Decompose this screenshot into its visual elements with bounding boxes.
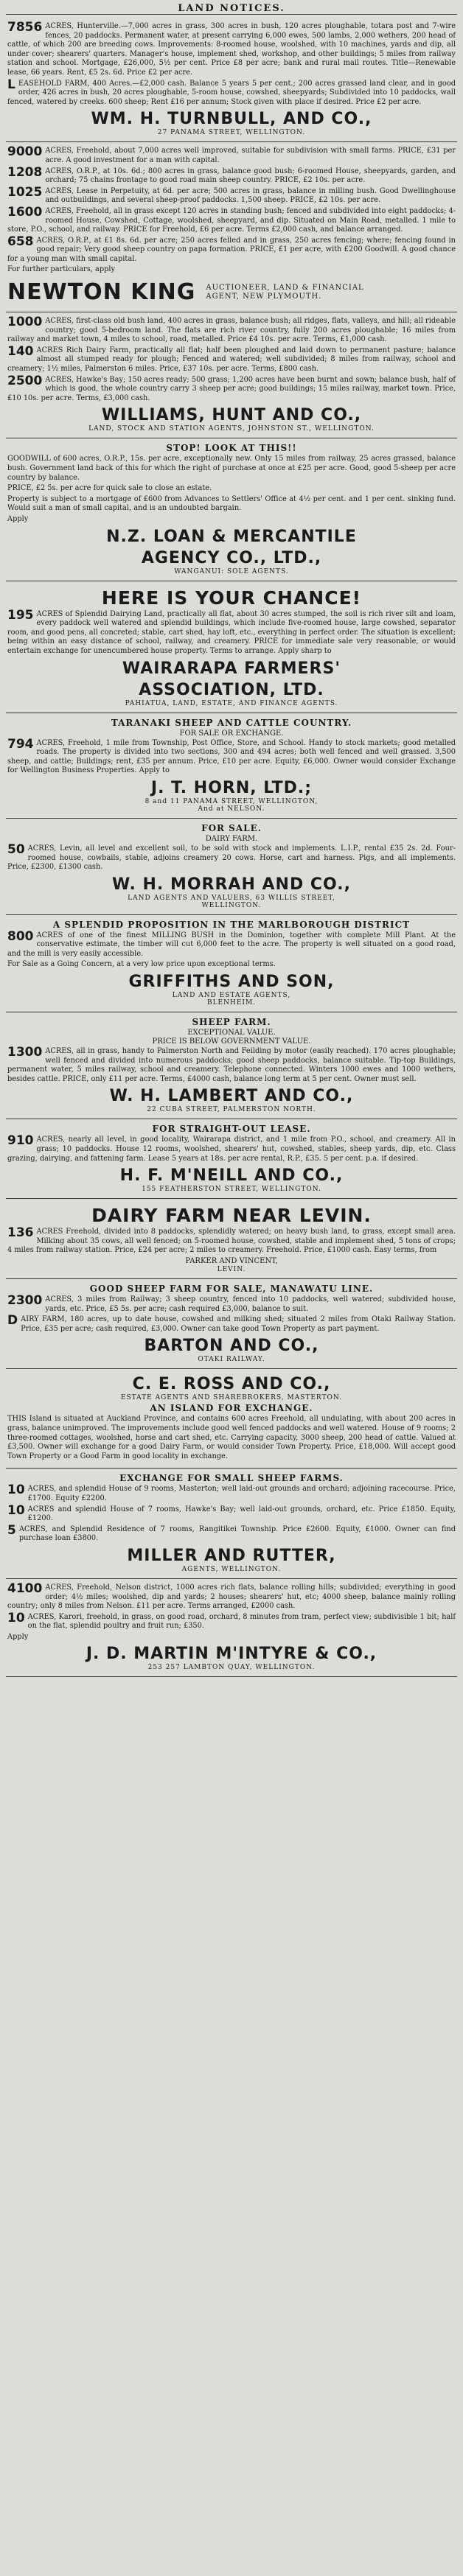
- listing: [7, 234, 456, 265]
- listing-figure: 7856: [7, 20, 43, 35]
- agent-name: MILLER AND RUTTER,: [127, 1546, 336, 1565]
- advertisement: [6, 819, 457, 915]
- listing: [7, 1135, 456, 1163]
- listing: [7, 928, 456, 959]
- agent-address-line-2: BLENHEIM.: [206, 999, 257, 1007]
- ad-title: AN ISLAND FOR EXCHANGE.: [150, 1403, 313, 1414]
- listing-text: ACRES of one of the finest MILLING BUSH in the Dominion, together with complete Mill Plant. At the conservative estimate, the timber will cut 6,000 feet to the acre. The property is well situated on a good road, and the mill is very easily accessible.: [7, 931, 456, 958]
- listing-figure: 50: [7, 841, 25, 857]
- ad-banner: HERE IS YOUR CHANCE!: [101, 587, 362, 609]
- agent-name: W. H. MORRAH AND CO.,: [112, 875, 351, 894]
- advertisement: [6, 1199, 457, 1279]
- listing: [7, 204, 456, 235]
- advertisement: [6, 18, 457, 142]
- listing-text: ACRES, 3 miles from Railway; 3 sheep country, fenced into 10 paddocks, well watered; subdivided house, yards, etc. Price, £5 5s. per acre; cash required £3,000, balance to suit.: [45, 1295, 456, 1313]
- ad-title: FOR STRAIGHT-OUT LEASE.: [152, 1124, 311, 1135]
- listing-figure: 1600: [7, 204, 43, 220]
- agent-name: NEWTON KING: [7, 279, 196, 306]
- advertisement: [6, 581, 457, 713]
- listing-text: ACRES, Karori, freehold, in grass, on good road, orchard, 8 minutes from tram, perfect view; subdivisible 1 bit; half on the flat, splendid poultry and fruit run; £350.: [27, 1612, 456, 1631]
- ad-paragraph: Property is subject to a mortgage of £600 from Advances to Settlers' Office at 4½ per cent. and 1 per cent. sinking fund. Would suit a man of small capital, and is an undoubted bargain.: [7, 494, 456, 513]
- agent-name: W. H. LAMBERT AND CO.,: [109, 1087, 354, 1106]
- listing-text: AIRY FARM, 180 acres, up to date house, cowshed and milking shed; situated 2 miles from Otaki Railway Station. Price, £35 per acre; cash required, £3,000. Owner can take good Town Property as part payment.: [21, 1315, 456, 1333]
- listing-figure: 10: [7, 1502, 25, 1518]
- agent-address: 8 and 11 PANAMA STREET, WELLINGTON,: [145, 797, 318, 805]
- agent-name-line-2: ASSOCIATION, LTD.: [139, 680, 324, 699]
- ad-paragraph: For Sale as a Going Concern, at a very low price upon exceptional terms.: [7, 960, 276, 969]
- ad-title: A SPLENDID PROPOSITION IN THE MARLBOROUGH DISTRICT: [52, 919, 411, 930]
- advertisement: [6, 312, 457, 438]
- agent-tagline-line: AGENT, NEW PLYMOUTH.: [206, 292, 322, 301]
- listing-text: ACRES, and splendid House of 9 rooms, Masterton; well laid-out grounds and orchard; adjoining racecourse. Price, £1700. Equity £2200.: [27, 1485, 456, 1502]
- listing-text: ACRES of Splendid Dairying Land, practically all flat, about 30 acres stumped, the soil is rich river silt and loam, every paddock well watered and splendid buildings, which include five-roomed house, large cowshed, separator room, and good pens, all concreted; stable, cart shed, hay loft, etc., everything in perfect order. The situation is excellent; being within an easy distance of school, railway, and creamery. PRICE for immediate sale very reasonable, or would entertain exchange for unencumbered house property. Terms to arrange. Apply sharp to: [7, 609, 456, 655]
- listing: [7, 607, 456, 657]
- listing-text: ACRES Rich Dairy Farm, practically all flat; half been ploughed and laid down to permanent pasture; balance almost all stumped ready for plough; Fenced and watered; well subdivided; 8 miles from railway, school and creamery; 1½ miles, Palmerston 6 miles. Price, £37 10s. per acre. Terms, £800 cash.: [7, 346, 456, 374]
- agent-address: ESTATE AGENTS AND SHAREBROKERS, MASTERTON.: [120, 1394, 343, 1402]
- listing-figure: 10: [7, 1483, 25, 1498]
- advertisement: [6, 1369, 457, 1469]
- listing-figure: 4100: [7, 1581, 43, 1596]
- agent-name: WAIRARAPA FARMERS': [122, 659, 341, 678]
- listing-figure: D: [7, 1313, 18, 1329]
- ad-title: FOR SALE.: [201, 822, 262, 833]
- listing: [7, 1583, 456, 1611]
- ad-title: SHEEP FARM.: [192, 1017, 271, 1028]
- listing-text: ACRES, Hawke's Bay; 150 acres ready; 500 grass; 1,200 acres have been burnt and sown; balance bush, half of which is good, the whole country carry 3 sheep per acre; good buildings; 15 miles railway, market town. Price, £10 10s. per acre. Terms, £3,000 cash.: [7, 375, 456, 402]
- listing-figure: 2500: [7, 373, 43, 388]
- listing-figure: 195: [7, 607, 34, 623]
- advertisement: [6, 1119, 457, 1199]
- listing: [7, 373, 456, 404]
- ad-paragraph: PRICE, £2 5s. per acre for quick sale to close an estate.: [7, 484, 212, 493]
- advertisement: [6, 1012, 457, 1119]
- listing-text: EASEHOLD FARM, 400 Acres.—£2,000 cash. Balance 5 years 5 per cent.; 200 acres grassed land clear, and in good order, 426 acres in bush, 20 acres ploughable, 5-room house, cowshed, sheepyards; Subdivided into 10 paddocks, wall fenced, watered by creeks. 600 sheep; Rent £16 per annum; Stock given with place if desired. Price £2 per acre.: [7, 79, 456, 106]
- listing: [7, 841, 456, 872]
- listing-text: ACRES, Lease in Perpetuity, at 6d. per acre; 500 acres in grass, balance in milling bush. Good Dwellinghouse and outbuildings, and several sheep-proof paddocks. 1,500 sheep. PRICE, £2 10s. per acre.: [45, 186, 456, 205]
- listing-text: ACRES, Hunterville.—7,000 acres in grass, 300 acres in bush, 120 acres ploughable, totara post and 7-wire fences, 20 paddocks. Permanent water, at present carrying 6,000 ewes, 500 lambs, 2,000 wethers, 200 head of cattle, of which 200 are breeding cows. Improvements: 8-roomed house, woolshed, with 10 machines, yards and dip, all under cover; shearers' quarters. Manager's house, implement shed, workshop, and other buildings; 5 miles from railway station and school. Mortgage, £26,000, 5½ per cent. Price £8 per acre; bank and rural mail routes. Title—Renewable lease, 66 years. Rent, £5 2s. 6d. Price £2 per acre.: [7, 22, 456, 77]
- listing-text: ACRES, Freehold, Nelson district, 1000 acres rich flats, balance rolling hills; subdivided; everything in good order; 4½ miles; woolshed, dip and yards; 2 houses; shearers' hut, etc; 4000 sheep, balance mainly rolling country; only 8 miles from Nelson. £11 per acre. Terms arranged, £2000 cash.: [7, 1583, 456, 1611]
- listing: [7, 164, 456, 186]
- listing-text: ACRES, first-class old bush land, 400 acres in grass, balance bush; all ridges, flats, valleys, and hill; all rideable country; good 5-bedroom land. The flats are rich river country, fully 200 acres ploughable; 16 miles from railway and market town, 4 miles to school, road, metalled. Price £4 10s. per acre. Terms, £1,000 cash.: [7, 317, 456, 344]
- agent-name: J. D. MARTIN M'INTYRE & CO.,: [86, 1645, 377, 1664]
- listing-figure: 5: [7, 1522, 16, 1538]
- listing: [7, 1295, 456, 1314]
- listing-text: ACRES, O.R.P., at £1 8s. 6d. per acre; 250 acres felled and in grass, 250 acres fencing; where; fencing found in good repair; Very good sheep country on papa formation. PRICE, £1 per acre, with £200 Goodwill. A good chance for a young man with small capital.: [7, 236, 456, 263]
- listing-text: ACRES Freehold, divided into 8 paddocks, splendidly watered; on heavy bush land, to grass, except small area. Milking about 35 cows, all well fenced; on 5-roomed house, cowshed, stable and implement shed, 5 tons of crops; 4 miles from railway station. Price, £24 per acre; 2 miles to creamery. Freehold. Price, £1000 cash. Easy terms, from: [7, 1228, 456, 1255]
- listing-figure: 1300: [7, 1045, 43, 1060]
- listing-text: ACRES, and Splendid Residence of 7 rooms, Rangitikei Township. Price £2600. Equity, £1000. Owner can find purchase loan £3800.: [18, 1525, 456, 1543]
- listing-figure: 1000: [7, 315, 43, 330]
- listing: [7, 22, 456, 78]
- apply-note: Apply: [7, 1632, 29, 1641]
- listing-figure: L: [7, 77, 15, 92]
- listing: [7, 1225, 456, 1256]
- agent-address: 27 PANAMA STREET, WELLINGTON.: [157, 129, 306, 137]
- agent-name: BARTON AND CO.,: [144, 1337, 319, 1356]
- listing-figure: 800: [7, 928, 34, 944]
- apply-note: Apply: [7, 514, 29, 523]
- listing-text: ACRES, Levin, all level and excellent soil, to be sold with stock and implements. L.I.P., rental £35 2s. 2d. Four-roomed house, cowbails, stable, adjoins creamery 20 cows. Horse, cart and harness. Pigs, and all implements. Price, £2300, £1300 cash.: [7, 844, 456, 872]
- listing: [7, 1522, 456, 1544]
- advertisement: [6, 713, 457, 819]
- agent-name: WILLIAMS, HUNT AND CO.,: [101, 406, 362, 425]
- agent-address: WANGANUI: SOLE AGENTS.: [174, 567, 289, 575]
- listing: [7, 1610, 456, 1631]
- listing-figure: 136: [7, 1225, 34, 1241]
- listing: [7, 1502, 456, 1524]
- listing-figure: 2300: [7, 1293, 43, 1308]
- agent-address: LAND, STOCK AND STATION AGENTS, JOHNSTON ST., WELLINGTON.: [88, 425, 375, 433]
- advertisement: [6, 142, 457, 312]
- agent-tagline: [206, 284, 363, 301]
- ad-paragraph: GOODWILL of 600 acres, O.R.P., 15s. per acre, exceptionally new. Only 15 miles from railway, 25 acres grassed, balance bush. Government land back of this for which the right of purchase at once at £25 per acre. Good, good 5-sheep per acre country by balance.: [7, 455, 456, 482]
- ad-subtitle: DAIRY FARM.: [205, 834, 258, 843]
- apply-note: For further particulars, apply: [7, 265, 116, 274]
- listing: [7, 343, 456, 374]
- listing: [7, 77, 456, 108]
- agent-name: C. E. ROSS AND CO.,: [132, 1375, 331, 1394]
- advertisement: [6, 1279, 457, 1369]
- agent-address: AGENTS, WELLINGTON.: [181, 1565, 282, 1573]
- listing-text: ACRES, Freehold, 1 mile from Township, Post Office, Store, and School. Handy to stock markets; good metalled roads. The property is divided into two sections, 300 and 494 acres; both well fenced and well grassed. 3,500 sheep, and cattle; Buildings; rent, £35 per annum. Price, £10 per acre. Equity, £6,000. Owner would consider Exchange for Wellington Business Properties. Apply to: [7, 738, 456, 775]
- listing-text: ACRES and splendid House of 7 rooms, Hawke's Bay; well laid-out grounds, orchard, etc. Price £1850. Equity, £1200.: [27, 1505, 456, 1523]
- listing-text: ACRES, all in grass, handy to Palmerston North and Feilding by motor (easily reached). 170 acres ploughable; well fenced and divided into numerous paddocks; good sheep paddocks, balance suitable. Tip-top Buildings, permanent water, 5 miles railway, school and creamery. Telephone connected. Winters 1000 ewes and 1000 wethers, besides cattle. PRICE, only £11 per acre. Terms, £4000 cash, balance long term at 5 per cent. Owner must sell.: [7, 1047, 456, 1083]
- agent-address: PAHIATUA, LAND, ESTATE, AND FINANCE AGENTS.: [125, 699, 338, 707]
- agent-address-line-2: And at NELSON.: [198, 805, 265, 813]
- listing-figure: 794: [7, 736, 34, 752]
- agent-name: WM. H. TURNBULL, AND CO.,: [91, 110, 372, 129]
- agent-name: PARKER AND VINCENT,: [185, 1257, 278, 1265]
- listing: [7, 144, 456, 165]
- listing-figure: 140: [7, 343, 34, 359]
- agent-address: LAND AND ESTATE AGENTS,: [172, 992, 291, 1000]
- agent-address-line-2: WELLINGTON.: [201, 901, 262, 909]
- agent-address: 22 CUBA STREET, PALMERSTON NORTH.: [147, 1106, 316, 1114]
- listing-figure: 658: [7, 234, 34, 249]
- listing-figure: 1208: [7, 164, 43, 180]
- agent-address: 253 257 LAMBTON QUAY, WELLINGTON.: [147, 1664, 316, 1672]
- listing-text: ACRES, Freehold, all in grass except 120 acres in standing bush; fenced and subdivided into eight paddocks; 4-roomed House, Cowshed, Cottage, woolshed, sheepyard, and dip. Situated on Main Road, metalled. 1 mile to store, P.O., school, and railway. PRICE for Freehold, £6 per acre. Terms £2,000 cash, and balance arranged.: [7, 206, 456, 234]
- agent-name: J. T. HORN, LTD.;: [150, 778, 313, 797]
- listing-figure: 10: [7, 1610, 25, 1625]
- listing-text: ACRES, O.R.P., at 10s. 6d.; 800 acres in grass, balance good bush; 6-roomed House, sheepyards, garden, and orchard; 75 chains frontage to good road main sheep country. PRICE, £2 10s. per acre.: [45, 167, 456, 185]
- agent-address: 155 FEATHERSTON STREET, WELLINGTON.: [142, 1186, 321, 1194]
- ad-title: GOOD SHEEP FARM FOR SALE, MANAWATU LINE.: [89, 1284, 374, 1294]
- listing-text: ACRES, Freehold, about 7,000 acres well improved, suitable for subdivision with small farms. PRICE, £31 per acre. A good investment for a man with capital.: [45, 147, 456, 164]
- listing: [7, 317, 456, 345]
- advertisement: [6, 1469, 457, 1579]
- agent-address: LEVIN.: [217, 1266, 246, 1273]
- advertisement: [6, 1579, 457, 1678]
- ad-banner: DAIRY FARM NEAR LEVIN.: [91, 1205, 372, 1227]
- ad-title: EXCHANGE FOR SMALL SHEEP FARMS.: [119, 1473, 344, 1484]
- advertisement: [6, 438, 457, 581]
- listing: [7, 736, 456, 776]
- listing-figure: 910: [7, 1133, 34, 1149]
- listing-figure: 1025: [7, 184, 43, 200]
- agent-address: LAND AGENTS AND VALUERS, 63 WILLIS STREET,: [128, 894, 335, 902]
- agent-name-line-2: AGENCY CO., LTD.,: [141, 548, 322, 567]
- ad-title: STOP! LOOK AT THIS!!: [166, 443, 297, 454]
- ad-subtitle: EXCEPTIONAL VALUE.: [187, 1029, 276, 1037]
- advertisement: [6, 915, 457, 1012]
- agent-name: H. F. M'NEILL AND CO.,: [119, 1166, 344, 1186]
- ad-subtitle-line-2: PRICE IS BELOW GOVERNMENT VALUE.: [152, 1037, 311, 1046]
- listing-figure: 9000: [7, 144, 43, 160]
- listing: [7, 1315, 456, 1334]
- agent-tagline-line: AUCTIONEER, LAND & FINANCIAL: [206, 283, 364, 292]
- ad-subtitle: FOR SALE OR EXCHANGE.: [179, 729, 284, 738]
- listing: [7, 1047, 456, 1084]
- listing: [7, 184, 456, 206]
- section-header: LAND NOTICES.: [6, 3, 457, 15]
- ad-paragraph: THIS Island is situated at Auckland Province, and contains 600 acres Freehold, all undulating, with about 200 acres in grass, balance unimproved. The improvements include good well fenced paddocks and well watered. House of 9 rooms; 2 three-roomed cottages, woolshed, horse and cart shed, etc. Carrying capacity, 3000 sheep, 200 head of cattle. Valued at £3,500. Owner will exchange for a good Dairy Farm, or would consider Town Property. Price, £18,000. Will accept good Town Property or a Good Farm in good locality in exchange.: [7, 1415, 456, 1460]
- agent-name: GRIFFITHS AND SON,: [128, 973, 335, 992]
- agent-name: N.Z. LOAN & MERCANTILE: [106, 527, 357, 546]
- listing-text: ACRES, nearly all level, in good locality, Wairarapa district, and 1 mile from P.O., school, and creamery. All in grass; 10 paddocks. House 12 rooms, woolshed, shearers' hut, cowshed, stables, sheep yards, dip, etc. Class grazing, dairying, and fattening farm. Lease 5 years at 18s. per acre rental, R.P., £35. 5 per cent. p.a. if desired.: [7, 1135, 456, 1163]
- agent-address: OTAKI RAILWAY.: [198, 1356, 265, 1364]
- listing: [7, 1485, 456, 1503]
- agent-block: [7, 279, 456, 305]
- ad-title: TARANAKI SHEEP AND CATTLE COUNTRY.: [111, 717, 352, 728]
